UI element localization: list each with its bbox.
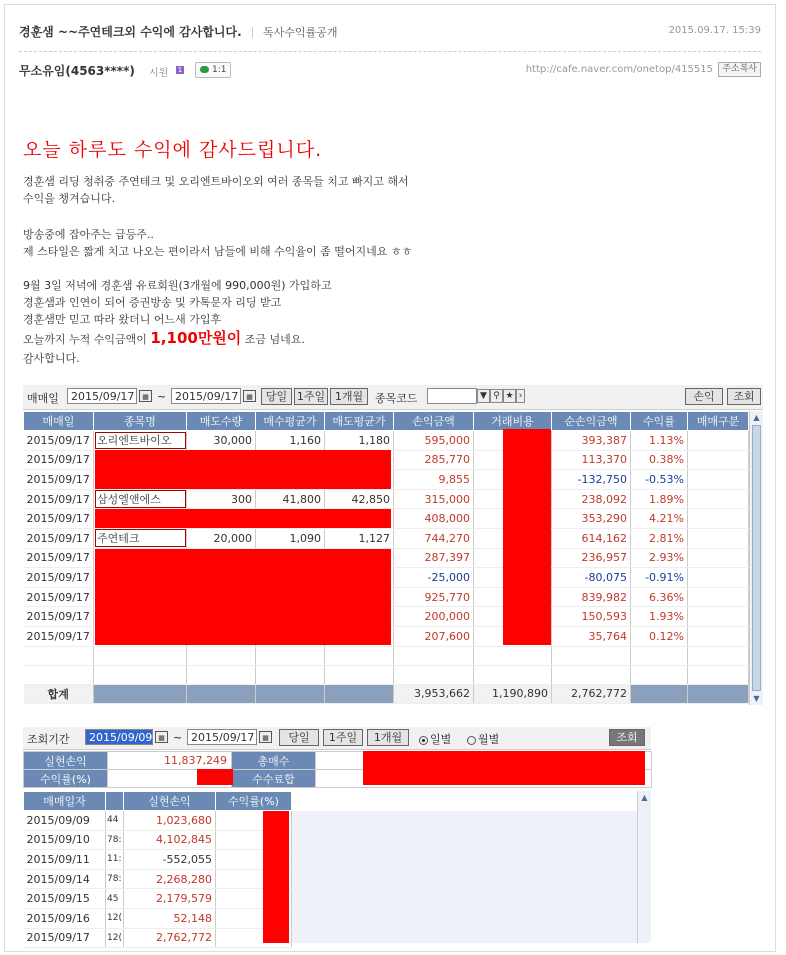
- cell-date: 2015/09/17: [24, 626, 94, 646]
- stock-code-input[interactable]: [427, 388, 477, 404]
- column-header[interactable]: 매수평균가: [256, 412, 325, 431]
- cell-pnl: 744,270: [394, 528, 474, 548]
- cell-rate: 1.89%: [631, 489, 688, 509]
- daily-pnl-table: [23, 791, 292, 948]
- cell-pnl: 9,855: [394, 470, 474, 490]
- redaction-block: [95, 549, 391, 645]
- cell-pnl: -25,000: [394, 568, 474, 588]
- cell-partial: 12(: [106, 928, 124, 948]
- radio-daily[interactable]: [419, 731, 451, 747]
- cell-rate: 2.81%: [631, 528, 688, 548]
- cell-kind: [688, 568, 749, 588]
- text-line: 수익을 챙겨습니다.: [23, 192, 116, 205]
- table-row[interactable]: [24, 489, 749, 509]
- cell-net: 236,957: [552, 548, 631, 568]
- cell-date: 2015/09/17: [24, 548, 94, 568]
- cell-buy: 1,090: [256, 528, 325, 548]
- cell-qty: 20,000: [187, 528, 256, 548]
- empty-cell: [256, 665, 325, 684]
- cell-pnl: 207,600: [394, 626, 474, 646]
- cell-rate: -0.53%: [631, 470, 688, 490]
- column-header[interactable]: 실현손익: [124, 792, 216, 811]
- vertical-scrollbar[interactable]: [749, 411, 763, 705]
- cell-net: -80,075: [552, 568, 631, 588]
- cell-pnl: 315,000: [394, 489, 474, 509]
- period-toolbar: [23, 727, 651, 750]
- scroll-down-icon[interactable]: ▼: [753, 694, 760, 703]
- redaction-block: [263, 811, 289, 943]
- column-header[interactable]: 수익률(%): [216, 792, 292, 811]
- cell-pnl: 4,102,845: [124, 830, 216, 850]
- scrollbar-thumb[interactable]: [752, 425, 761, 691]
- table-row[interactable]: [24, 869, 292, 889]
- empty-cell: [24, 665, 94, 684]
- total-row: [24, 684, 749, 703]
- article-paragraph-5: 감사합니다.: [23, 352, 80, 365]
- cell-net: 839,982: [552, 587, 631, 607]
- cell-partial: 11:: [106, 850, 124, 870]
- cell-partial: 45: [106, 889, 124, 909]
- realized-value: 11,837,249: [108, 752, 232, 770]
- cell-kind: [688, 489, 749, 509]
- cell-rate: -0.91%: [631, 568, 688, 588]
- table-header-row: [24, 792, 292, 811]
- cell-date: 2015/09/16: [24, 908, 106, 928]
- table-row[interactable]: [24, 830, 292, 850]
- radio-monthly[interactable]: [467, 731, 499, 747]
- cell-rate: 0.12%: [631, 626, 688, 646]
- empty-cell: [187, 665, 256, 684]
- total-blank: [187, 684, 256, 703]
- cell-kind: [688, 587, 749, 607]
- highlight-amount: 1,100만원이: [150, 329, 242, 347]
- post-title-text: 경훈샘 ~~주연테크외 수익에 감사합니다.: [19, 25, 242, 39]
- cell-sell: 1,180: [325, 431, 394, 451]
- radio-monthly-label: 월별: [478, 733, 500, 746]
- tilde-separator: ~: [173, 731, 183, 744]
- calendar-icon[interactable]: ▦: [243, 390, 256, 402]
- grade-badge-icon: 1: [177, 66, 183, 74]
- date-from-input[interactable]: 2015/09/17: [67, 388, 137, 404]
- text-line: 제 스타일은 짧게 치고 나오는 편이라서 남들에 비해 수익율이 좀 떨어지네요 ㅎㅎ: [23, 245, 413, 258]
- total-net: 2,762,772: [552, 684, 631, 703]
- cell-date: 2015/09/17: [24, 509, 94, 529]
- redaction-block: [503, 429, 551, 645]
- chat-button-label: 1:1: [212, 65, 227, 75]
- cell-rate: 4.21%: [631, 509, 688, 529]
- table-row[interactable]: [24, 908, 292, 928]
- cell-buy: 41,800: [256, 489, 325, 509]
- cell-net: -132,750: [552, 470, 631, 490]
- total-pnl: 3,953,662: [394, 684, 474, 703]
- period-from-input[interactable]: 2015/09/09: [85, 729, 153, 745]
- cell-kind: [688, 431, 749, 451]
- cell-kind: [688, 626, 749, 646]
- one-week-button[interactable]: 1주일: [323, 729, 363, 746]
- total-cost: 1,190,890: [474, 684, 552, 703]
- empty-grid-area: [292, 811, 648, 943]
- cell-rate: 1.13%: [631, 431, 688, 451]
- cell-partial: 78:: [106, 869, 124, 889]
- cell-date: 2015/09/17: [24, 470, 94, 490]
- one-week-button[interactable]: 1주일: [294, 388, 328, 405]
- cell-pnl: 595,000: [394, 431, 474, 451]
- empty-cell: [688, 665, 749, 684]
- scroll-up-icon[interactable]: ▲: [753, 413, 760, 422]
- cell-qty: 300: [187, 489, 256, 509]
- fee-label: 수수료합: [232, 770, 316, 788]
- cell-net: 393,387: [552, 431, 631, 451]
- realized-label: 실현손익: [24, 752, 108, 770]
- cell-date: 2015/09/17: [24, 587, 94, 607]
- column-header[interactable]: 손익금액: [394, 412, 474, 431]
- cell-kind: [688, 509, 749, 529]
- article-paragraph-3: [23, 277, 332, 328]
- post-date: 2015.09.17. 15:39: [668, 25, 761, 36]
- redaction-block: [363, 751, 645, 785]
- chat-button[interactable]: [195, 62, 231, 78]
- text-span: 조금 넘네요.: [241, 333, 305, 346]
- cell-date: 2015/09/17: [24, 607, 94, 627]
- realized-pnl-panel: [23, 727, 651, 943]
- article-paragraph-2: [23, 226, 412, 260]
- cell-net: 614,162: [552, 528, 631, 548]
- cell-name: 오리엔트바이오: [94, 431, 187, 451]
- post-frame: [4, 4, 776, 952]
- empty-cell: [325, 665, 394, 684]
- empty-cell: [325, 646, 394, 665]
- cell-net: 238,092: [552, 489, 631, 509]
- cell-net: 150,593: [552, 607, 631, 627]
- post-category-link[interactable]: 독사수익률공개: [263, 26, 338, 39]
- cell-date: 2015/09/11: [24, 850, 106, 870]
- cell-kind: [688, 607, 749, 627]
- table-row[interactable]: [24, 528, 749, 548]
- redaction-block: [197, 769, 233, 785]
- search-button[interactable]: 조회: [609, 729, 645, 746]
- cell-pnl: 2,762,772: [124, 928, 216, 948]
- redaction-block: [95, 509, 391, 528]
- text-span: 오늘까지 누적 수익금액이: [23, 333, 151, 346]
- star-icon[interactable]: ★: [503, 389, 516, 403]
- cell-pnl: 2,268,280: [124, 869, 216, 889]
- rate-label: 수익률(%): [24, 770, 108, 788]
- cell-pnl: 285,770: [394, 450, 474, 470]
- empty-cell: [394, 665, 474, 684]
- scroll-up-icon[interactable]: ▲: [641, 793, 648, 802]
- empty-cell: [394, 646, 474, 665]
- calendar-icon[interactable]: ▦: [155, 731, 168, 743]
- cell-net: 113,370: [552, 450, 631, 470]
- total-blank: [688, 684, 749, 703]
- cell-rate: 0.38%: [631, 450, 688, 470]
- table-row[interactable]: [24, 928, 292, 948]
- text-line: 경훈샘만 믿고 따라 왔더니 어느새 가입후: [23, 313, 222, 326]
- cell-pnl: -552,055: [124, 850, 216, 870]
- column-header[interactable]: 종목명: [94, 412, 187, 431]
- text-line: 경훈샘 리딩 청취중 주연테크 및 오리엔트바이오외 여러 종목들 치고 빠지고 해서: [23, 175, 409, 188]
- column-header[interactable]: 거래비용: [474, 412, 552, 431]
- trade-toolbar: [23, 385, 763, 410]
- post-header: [19, 19, 761, 52]
- column-header[interactable]: 매매구분: [688, 412, 749, 431]
- cell-date: 2015/09/17: [24, 489, 94, 509]
- empty-cell: [631, 665, 688, 684]
- trade-date-label: 매매일: [27, 392, 59, 405]
- radio-dot-icon: [419, 736, 428, 745]
- cell-date: 2015/09/17: [24, 928, 106, 948]
- author-name[interactable]: 무소유임(4563****): [19, 64, 135, 78]
- redaction-block: [95, 450, 391, 489]
- cell-kind: [688, 450, 749, 470]
- table-row[interactable]: [24, 811, 292, 831]
- cell-name: 삼성엘앤에스: [94, 489, 187, 509]
- total-label: 합계: [24, 684, 94, 703]
- empty-row: [24, 665, 749, 684]
- empty-cell: [24, 646, 94, 665]
- total-blank: [256, 684, 325, 703]
- total-blank: [631, 684, 688, 703]
- cell-date: 2015/09/17: [24, 568, 94, 588]
- text-line: 9월 3일 저녁에 경훈샘 유료회원(3개월에 990,000원) 가입하고: [23, 279, 332, 292]
- author-grade: 시원: [149, 68, 169, 79]
- text-line: 경훈샘과 인연이 되어 증권방송 및 카톡문자 리딩 받고: [23, 296, 282, 309]
- period-to-input[interactable]: 2015/09/17: [187, 729, 257, 745]
- cell-date: 2015/09/17: [24, 450, 94, 470]
- cell-partial: 12(: [106, 908, 124, 928]
- column-header[interactable]: 수익률: [631, 412, 688, 431]
- cell-partial: 78:: [106, 830, 124, 850]
- one-month-button[interactable]: 1개월: [330, 388, 368, 405]
- tilde-separator: ~: [157, 390, 167, 403]
- author-row: [19, 59, 761, 81]
- cell-rate: 2.93%: [631, 548, 688, 568]
- empty-cell: [688, 646, 749, 665]
- empty-cell: [474, 646, 552, 665]
- text-line: 방송중에 잡아주는 급등주..: [23, 228, 154, 241]
- cell-net: 353,290: [552, 509, 631, 529]
- empty-cell: [474, 665, 552, 684]
- profit-loss-button[interactable]: 손익: [685, 388, 723, 405]
- column-header[interactable]: 순손익금액: [552, 412, 631, 431]
- empty-cell: [631, 646, 688, 665]
- cell-rate: 1.93%: [631, 607, 688, 627]
- table-row[interactable]: [24, 889, 292, 909]
- cell-kind: [688, 548, 749, 568]
- cell-date: 2015/09/17: [24, 528, 94, 548]
- empty-cell: [552, 665, 631, 684]
- stock-code-label: 종목코드: [375, 392, 418, 405]
- vertical-scrollbar[interactable]: [637, 791, 651, 943]
- one-month-button[interactable]: 1개월: [367, 729, 409, 746]
- article-headline: 오늘 하루도 수익에 감사드립니다.: [23, 139, 323, 161]
- cell-date: 2015/09/14: [24, 869, 106, 889]
- today-button[interactable]: 당일: [261, 388, 292, 405]
- today-button[interactable]: 당일: [279, 729, 319, 746]
- article-paragraph-4: [23, 330, 305, 348]
- dropdown-arrow-icon[interactable]: ▼: [477, 389, 490, 403]
- cell-date: 2015/09/10: [24, 830, 106, 850]
- radio-dot-icon: [467, 736, 476, 745]
- article-paragraph-1: [23, 173, 409, 207]
- column-header[interactable]: 매도수량: [187, 412, 256, 431]
- cell-kind: [688, 528, 749, 548]
- cell-pnl: 1,023,680: [124, 811, 216, 831]
- empty-cell: [256, 646, 325, 665]
- cell-sell: 1,127: [325, 528, 394, 548]
- cell-sell: 42,850: [325, 489, 394, 509]
- cell-buy: 1,160: [256, 431, 325, 451]
- search-button[interactable]: 조회: [727, 388, 761, 405]
- empty-cell: [94, 665, 187, 684]
- chat-bubble-icon: [200, 66, 209, 73]
- title-divider: [252, 27, 253, 38]
- cell-kind: [688, 470, 749, 490]
- cell-partial: 44: [106, 811, 124, 831]
- empty-cell: [94, 646, 187, 665]
- empty-cell: [187, 646, 256, 665]
- cell-date: 2015/09/09: [24, 811, 106, 831]
- cell-pnl: 408,000: [394, 509, 474, 529]
- chevron-right-icon[interactable]: ›: [516, 389, 525, 403]
- empty-row: [24, 646, 749, 665]
- column-header[interactable]: [106, 792, 124, 811]
- total-blank: [325, 684, 394, 703]
- radio-daily-label: 일별: [430, 733, 452, 746]
- cell-date: 2015/09/17: [24, 431, 94, 451]
- calendar-icon[interactable]: ▦: [259, 731, 272, 743]
- table-row[interactable]: [24, 431, 749, 451]
- trade-profit-panel: [23, 385, 763, 707]
- empty-cell: [552, 646, 631, 665]
- cell-net: 35,764: [552, 626, 631, 646]
- cell-pnl: 52,148: [124, 908, 216, 928]
- cell-pnl: 2,179,579: [124, 889, 216, 909]
- period-label: 조회기간: [27, 733, 70, 746]
- column-header[interactable]: 매도평균가: [325, 412, 394, 431]
- table-header-row: [24, 412, 749, 431]
- post-title: [19, 23, 337, 40]
- calendar-icon[interactable]: ▦: [139, 390, 152, 402]
- search-icon[interactable]: ⚲: [490, 389, 503, 403]
- cell-pnl: 287,397: [394, 548, 474, 568]
- cell-pnl: 925,770: [394, 587, 474, 607]
- total-blank: [94, 684, 187, 703]
- table-row[interactable]: [24, 850, 292, 870]
- cell-pnl: 200,000: [394, 607, 474, 627]
- cell-date: 2015/09/15: [24, 889, 106, 909]
- column-header[interactable]: 매매일자: [24, 792, 106, 811]
- cell-name: 주연테크: [94, 528, 187, 548]
- copy-address-button[interactable]: 주소복사: [718, 62, 761, 77]
- column-header[interactable]: 매매일: [24, 412, 94, 431]
- total-buy-label: 총매수: [232, 752, 316, 770]
- cell-rate: 6.36%: [631, 587, 688, 607]
- date-to-input[interactable]: 2015/09/17: [171, 388, 241, 404]
- post-url-link[interactable]: http://cafe.naver.com/onetop/415515: [525, 64, 713, 75]
- cell-qty: 30,000: [187, 431, 256, 451]
